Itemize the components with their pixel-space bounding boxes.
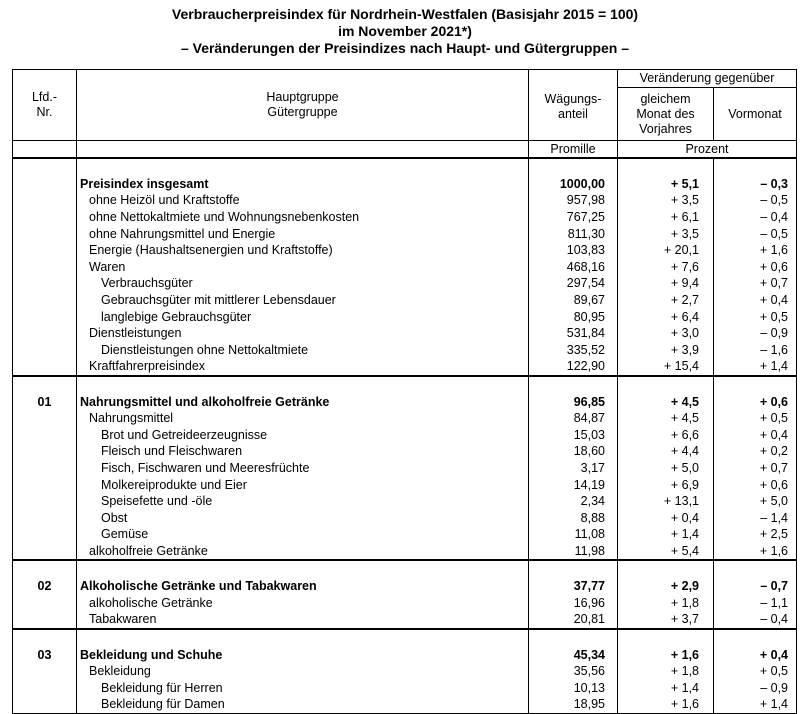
row-number-cell xyxy=(13,543,77,561)
row-mom-cell: – 0,5 xyxy=(714,225,797,242)
row-weight-cell: 297,54 xyxy=(529,275,618,292)
table-row xyxy=(13,176,797,193)
row-label-cell: Gemüse xyxy=(77,526,529,543)
row-mom-cell: + 0,4 xyxy=(714,646,797,663)
separator-cell xyxy=(618,158,714,176)
row-label-cell: Bekleidung und Schuhe xyxy=(77,646,529,663)
row-yoy-cell: + 3,9 xyxy=(618,342,714,359)
row-weight-cell: 811,30 xyxy=(529,225,618,242)
row-label-cell: Speisefette und -öle xyxy=(77,493,529,510)
row-label-cell: Dienstleistungen xyxy=(77,325,529,342)
row-weight-cell: 18,95 xyxy=(529,696,618,713)
row-mom-cell: – 1,6 xyxy=(714,342,797,359)
row-number-cell: 03 xyxy=(13,646,77,663)
table-row xyxy=(13,308,797,325)
row-number-cell xyxy=(13,679,77,696)
row-mom-cell: + 1,4 xyxy=(714,358,797,376)
header-group-line-2: Gütergruppe xyxy=(267,105,338,119)
row-mom-cell: + 1,6 xyxy=(714,242,797,259)
row-number-cell xyxy=(13,242,77,259)
row-mom-cell: – 1,1 xyxy=(714,594,797,611)
row-weight-cell: 11,08 xyxy=(529,526,618,543)
row-weight-cell: 80,95 xyxy=(529,308,618,325)
row-label-cell: Fleisch und Fleischwaren xyxy=(77,443,529,460)
row-yoy-cell: + 9,4 xyxy=(618,275,714,292)
table-row xyxy=(13,493,797,510)
header-prev-year-line-1: gleichem xyxy=(640,91,691,106)
row-weight-cell: 16,96 xyxy=(529,594,618,611)
row-number-cell xyxy=(13,476,77,493)
table-header xyxy=(13,70,797,159)
row-weight-cell: 84,87 xyxy=(529,410,618,427)
separator-cell xyxy=(13,376,77,394)
row-yoy-cell: + 7,6 xyxy=(618,259,714,276)
row-yoy-cell: + 1,6 xyxy=(618,646,714,663)
row-number-cell xyxy=(13,292,77,309)
row-yoy-cell: + 3,5 xyxy=(618,225,714,242)
row-yoy-cell: + 4,5 xyxy=(618,393,714,410)
header-weight-line-1: Wägungs- xyxy=(544,92,602,106)
group-separator xyxy=(13,629,797,647)
row-mom-cell: + 0,5 xyxy=(714,308,797,325)
row-label-cell: Nahrungsmittel xyxy=(77,410,529,427)
row-number-cell xyxy=(13,259,77,276)
table-row xyxy=(13,526,797,543)
row-number-cell xyxy=(13,358,77,376)
row-mom-cell: – 0,7 xyxy=(714,578,797,595)
header-prev-year xyxy=(618,88,714,141)
separator-cell xyxy=(77,629,529,647)
row-label-cell: Bekleidung xyxy=(77,663,529,680)
row-yoy-cell: + 1,6 xyxy=(618,696,714,713)
table-row xyxy=(13,410,797,427)
header-weight xyxy=(529,70,618,141)
header-group xyxy=(77,70,529,141)
header-prev-year-line-3: Vorjahres xyxy=(639,121,692,136)
row-yoy-cell: + 6,6 xyxy=(618,427,714,444)
row-number-cell xyxy=(13,225,77,242)
row-number-cell xyxy=(13,176,77,193)
separator-cell xyxy=(77,560,529,578)
row-label-cell: Verbrauchsgüter xyxy=(77,275,529,292)
header-prev-year-line-2: Monat des xyxy=(636,106,695,121)
row-number-cell xyxy=(13,342,77,359)
row-number-cell xyxy=(13,663,77,680)
separator-cell xyxy=(77,158,529,176)
header-group-line-1: Hauptgruppe xyxy=(266,90,339,104)
row-weight-cell: 15,03 xyxy=(529,427,618,444)
row-weight-cell: 767,25 xyxy=(529,209,618,226)
row-number-cell xyxy=(13,192,77,209)
row-label-cell: ohne Nettokaltmiete und Wohnungsnebenkosten xyxy=(77,209,529,226)
row-number-cell xyxy=(13,443,77,460)
row-weight-cell: 8,88 xyxy=(529,509,618,526)
row-yoy-cell: + 5,0 xyxy=(618,460,714,477)
row-label-cell: Preisindex insgesamt xyxy=(77,176,529,193)
table-row xyxy=(13,646,797,663)
row-yoy-cell: + 15,4 xyxy=(618,358,714,376)
row-label-cell: Tabakwaren xyxy=(77,611,529,629)
group-separator xyxy=(13,560,797,578)
table-row xyxy=(13,578,797,595)
row-weight-cell: 1000,00 xyxy=(529,176,618,193)
separator-cell xyxy=(714,376,797,394)
header-unit-weight: Promille xyxy=(529,141,618,159)
separator-cell xyxy=(618,376,714,394)
row-number-cell xyxy=(13,526,77,543)
row-number-cell: 01 xyxy=(13,393,77,410)
row-weight-cell: 96,85 xyxy=(529,393,618,410)
separator-cell xyxy=(529,629,618,647)
row-number-cell xyxy=(13,275,77,292)
header-nr-line-2: Nr. xyxy=(36,105,53,119)
row-mom-cell: + 0,2 xyxy=(714,443,797,460)
row-yoy-cell: + 4,4 xyxy=(618,443,714,460)
title-line-1: Verbraucherpreisindex für Nordrhein-Westfalen (Basisjahr 2015 = 100) xyxy=(171,6,639,22)
separator-cell xyxy=(13,560,77,578)
row-label-cell: ohne Heizöl und Kraftstoffe xyxy=(77,192,529,209)
row-label-cell: Bekleidung für Damen xyxy=(77,696,529,713)
price-index-table xyxy=(12,69,797,714)
row-mom-cell: – 0,4 xyxy=(714,611,797,629)
row-weight-cell: 103,83 xyxy=(529,242,618,259)
table-row xyxy=(13,476,797,493)
header-unit-blank-1 xyxy=(13,141,77,159)
table-row xyxy=(13,509,797,526)
row-label-cell: Kraftfahrerpreisindex xyxy=(77,358,529,376)
row-mom-cell: + 0,4 xyxy=(714,292,797,309)
row-number-cell xyxy=(13,308,77,325)
group-separator xyxy=(13,158,797,176)
row-label-cell: Brot und Getreideerzeugnisse xyxy=(77,427,529,444)
table-row xyxy=(13,292,797,309)
row-mom-cell: + 0,6 xyxy=(714,476,797,493)
row-weight-cell: 35,56 xyxy=(529,663,618,680)
row-yoy-cell: + 2,9 xyxy=(618,578,714,595)
row-number-cell xyxy=(13,696,77,713)
table-row xyxy=(13,325,797,342)
row-yoy-cell: + 3,7 xyxy=(618,611,714,629)
separator-cell xyxy=(714,158,797,176)
separator-cell xyxy=(13,629,77,647)
row-label-cell: Molkereiprodukte und Eier xyxy=(77,476,529,493)
row-number-cell xyxy=(13,325,77,342)
separator-cell xyxy=(529,376,618,394)
row-mom-cell: – 0,5 xyxy=(714,192,797,209)
row-weight-cell: 3,17 xyxy=(529,460,618,477)
separator-cell xyxy=(77,376,529,394)
row-mom-cell: – 1,4 xyxy=(714,509,797,526)
separator-cell xyxy=(13,158,77,176)
table-row xyxy=(13,342,797,359)
row-yoy-cell: + 13,1 xyxy=(618,493,714,510)
row-yoy-cell: + 2,7 xyxy=(618,292,714,309)
row-label-cell: langlebige Gebrauchsgüter xyxy=(77,308,529,325)
row-weight-cell: 957,98 xyxy=(529,192,618,209)
row-mom-cell: + 0,6 xyxy=(714,393,797,410)
row-number-cell: 02 xyxy=(13,578,77,595)
row-weight-cell: 18,60 xyxy=(529,443,618,460)
row-number-cell xyxy=(13,460,77,477)
row-label-cell: Gebrauchsgüter mit mittlerer Lebensdauer xyxy=(77,292,529,309)
row-yoy-cell: + 3,5 xyxy=(618,192,714,209)
header-unit-pct: Prozent xyxy=(618,141,797,159)
row-label-cell: Obst xyxy=(77,509,529,526)
row-label-cell: alkoholfreie Getränke xyxy=(77,543,529,561)
row-yoy-cell: + 1,8 xyxy=(618,594,714,611)
header-change: Veränderung gegenüber xyxy=(618,70,797,88)
row-number-cell xyxy=(13,209,77,226)
table-row xyxy=(13,358,797,376)
row-label-cell: Fisch, Fischwaren und Meeresfrüchte xyxy=(77,460,529,477)
row-label-cell: ohne Nahrungsmittel und Energie xyxy=(77,225,529,242)
row-number-cell xyxy=(13,509,77,526)
row-yoy-cell: + 6,1 xyxy=(618,209,714,226)
table-row xyxy=(13,679,797,696)
row-yoy-cell: + 1,4 xyxy=(618,679,714,696)
row-mom-cell: – 0,9 xyxy=(714,325,797,342)
row-weight-cell: 89,67 xyxy=(529,292,618,309)
row-mom-cell: + 0,6 xyxy=(714,259,797,276)
table-row xyxy=(13,209,797,226)
row-weight-cell: 10,13 xyxy=(529,679,618,696)
header-prev-month: Vormonat xyxy=(714,88,797,141)
separator-cell xyxy=(618,560,714,578)
row-label-cell: Energie (Haushaltsenergien und Kraftstoffe) xyxy=(77,242,529,259)
row-mom-cell: + 5,0 xyxy=(714,493,797,510)
table-row xyxy=(13,443,797,460)
table-row xyxy=(13,696,797,713)
row-label-cell: Alkoholische Getränke und Tabakwaren xyxy=(77,578,529,595)
row-label-cell: Nahrungsmittel und alkoholfreie Getränke xyxy=(77,393,529,410)
row-mom-cell: + 1,6 xyxy=(714,543,797,561)
row-mom-cell: – 0,4 xyxy=(714,209,797,226)
row-yoy-cell: + 0,4 xyxy=(618,509,714,526)
row-mom-cell: + 1,4 xyxy=(714,696,797,713)
row-label-cell: Bekleidung für Herren xyxy=(77,679,529,696)
row-weight-cell: 122,90 xyxy=(529,358,618,376)
title-line-3: – Veränderungen der Preisindizes nach Haupt- und Gütergruppen – xyxy=(180,40,630,56)
row-mom-cell: + 0,7 xyxy=(714,275,797,292)
separator-cell xyxy=(714,629,797,647)
row-mom-cell: + 0,7 xyxy=(714,460,797,477)
separator-cell xyxy=(618,629,714,647)
row-weight-cell: 37,77 xyxy=(529,578,618,595)
table-row xyxy=(13,543,797,561)
table-row xyxy=(13,663,797,680)
table-row xyxy=(13,242,797,259)
table-row xyxy=(13,225,797,242)
table-body xyxy=(13,158,797,713)
separator-cell xyxy=(714,560,797,578)
row-mom-cell: + 2,5 xyxy=(714,526,797,543)
title-line-2: im November 2021*) xyxy=(338,23,472,39)
row-mom-cell: + 0,4 xyxy=(714,427,797,444)
row-yoy-cell: + 5,4 xyxy=(618,543,714,561)
table-row xyxy=(13,611,797,629)
row-mom-cell: – 0,9 xyxy=(714,679,797,696)
header-row-number xyxy=(13,70,77,141)
row-yoy-cell: + 6,9 xyxy=(618,476,714,493)
row-weight-cell: 335,52 xyxy=(529,342,618,359)
row-number-cell xyxy=(13,410,77,427)
header-nr-line-1: Lfd.- xyxy=(31,90,57,104)
row-yoy-cell: + 4,5 xyxy=(618,410,714,427)
row-yoy-cell: + 20,1 xyxy=(618,242,714,259)
table-row xyxy=(13,594,797,611)
row-number-cell xyxy=(13,427,77,444)
row-weight-cell: 531,84 xyxy=(529,325,618,342)
table-row xyxy=(13,192,797,209)
row-number-cell xyxy=(13,493,77,510)
row-yoy-cell: + 1,8 xyxy=(618,663,714,680)
row-yoy-cell: + 1,4 xyxy=(618,526,714,543)
header-weight-line-2: anteil xyxy=(558,107,588,121)
row-weight-cell: 20,81 xyxy=(529,611,618,629)
table-row xyxy=(13,427,797,444)
group-separator xyxy=(13,376,797,394)
row-weight-cell: 2,34 xyxy=(529,493,618,510)
table-row xyxy=(13,275,797,292)
row-yoy-cell: + 3,0 xyxy=(618,325,714,342)
row-mom-cell: + 0,5 xyxy=(714,663,797,680)
row-mom-cell: + 0,5 xyxy=(714,410,797,427)
row-mom-cell: – 0,3 xyxy=(714,176,797,193)
row-yoy-cell: + 5,1 xyxy=(618,176,714,193)
table-row xyxy=(13,259,797,276)
table-row xyxy=(13,460,797,477)
separator-cell xyxy=(529,560,618,578)
header-unit-blank-2 xyxy=(77,141,529,159)
row-yoy-cell: + 6,4 xyxy=(618,308,714,325)
table-row xyxy=(13,393,797,410)
row-weight-cell: 468,16 xyxy=(529,259,618,276)
row-weight-cell: 11,98 xyxy=(529,543,618,561)
row-label-cell: Waren xyxy=(77,259,529,276)
row-weight-cell: 14,19 xyxy=(529,476,618,493)
row-number-cell xyxy=(13,594,77,611)
row-label-cell: alkoholische Getränke xyxy=(77,594,529,611)
row-label-cell: Dienstleistungen ohne Nettokaltmiete xyxy=(77,342,529,359)
document-title xyxy=(0,6,810,57)
separator-cell xyxy=(529,158,618,176)
row-weight-cell: 45,34 xyxy=(529,646,618,663)
row-number-cell xyxy=(13,611,77,629)
